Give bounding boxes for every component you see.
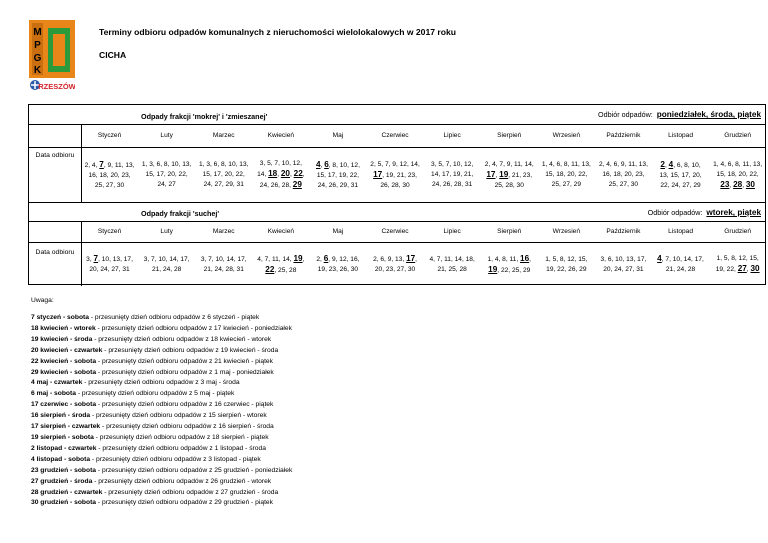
svg-text:M: M: [33, 27, 42, 38]
month-header: Marzec: [212, 228, 235, 235]
wet-row-label: Data odbioru: [35, 152, 75, 159]
month-header: Grudzień: [724, 228, 752, 235]
month-header: Grudzień: [724, 132, 752, 139]
wet-pickup-info: [598, 110, 761, 119]
dry-dates-cell: 4, 7, 11, 14, 19, 22, 25, 28: [257, 253, 305, 274]
svg-text:G: G: [33, 53, 42, 64]
notes-section: [31, 297, 292, 509]
month-header: Październik: [606, 228, 641, 235]
notes-title: Uwaga:: [31, 297, 54, 304]
dry-dates-cell: 3, 6, 10, 13, 17, 20, 24, 27, 31: [600, 255, 647, 273]
dry-dates-cell: 1, 4, 8, 11, 16, 19, 22, 25, 29: [487, 253, 531, 274]
wet-dates-cell: 2, 4, 6, 8, 10, 13, 15, 17, 20, 22, 24, 27, 29: [659, 159, 702, 189]
note-line: 17 sierpień - czwartek - przesunięty dzień odbioru odpadów z 16 sierpień - środa: [31, 423, 274, 431]
street-name: CICHA: [99, 50, 127, 60]
dry-dates-cell: 4, 7, 11, 14, 18, 21, 25, 28: [429, 255, 475, 273]
dry-section-title: Odpady frakcji 'suchej': [141, 209, 220, 218]
note-line: 16 sierpień - środa - przesunięty dzień odbioru odpadów z 15 sierpień - wtorek: [31, 412, 267, 420]
month-header: Styczeń: [97, 132, 122, 139]
month-header: Lipiec: [443, 132, 461, 139]
note-line: 28 grudzień - czwartek - przesunięty dzień odbioru odpadów z 27 grudzień - środa: [31, 488, 279, 496]
dry-dates-cell: 2, 6, 9, 13, 17, 20, 23, 27, 30: [373, 254, 418, 273]
month-header: Sierpień: [497, 228, 522, 235]
month-header: Listopad: [668, 132, 694, 139]
dry-pickup-days: wtorek, piątek: [706, 208, 761, 217]
month-header: Wrzesień: [552, 132, 581, 139]
dry-dates-cell: 1, 5, 8, 12, 15, 19, 22, 26, 29: [545, 255, 588, 273]
note-line: 17 czerwiec - sobota - przesunięty dzień odbioru odpadów z 16 czerwiec - piątek: [31, 401, 274, 409]
wet-dates-cell: 3, 5, 7, 10, 12, 14, 17, 19, 21, 24, 26, 28, 31: [431, 161, 474, 188]
month-header: Luty: [160, 228, 173, 235]
note-line: 22 kwiecień - sobota - przesunięty dzień odbioru odpadów z 21 kwiecień - piątek: [31, 357, 273, 365]
dry-dates-cell: 1, 5, 8, 12, 15, 19, 22, 27, 30: [715, 255, 760, 273]
month-header: Lipiec: [443, 228, 461, 235]
wet-dates-cell: 4, 6, 8, 10, 12, 15, 17, 19, 22, 24, 26, 29, 31: [315, 159, 360, 189]
wet-dates-cell: 1, 3, 6, 8, 10, 13, 15, 17, 20, 22, 24, 27: [141, 161, 192, 188]
month-header: Czerwiec: [381, 228, 409, 235]
month-header: Kwiecień: [267, 132, 295, 139]
dry-row-label: Data odbioru: [35, 249, 75, 256]
wet-dates-cell: 2, 5, 7, 9, 12, 14, 17, 19, 21, 23, 26, 28, 30: [370, 160, 420, 189]
note-line: 20 kwiecień - czwartek - przesunięty dzień odbioru odpadów z 19 kwiecień - środa: [31, 346, 279, 354]
month-header: Październik: [606, 132, 641, 139]
month-header: Styczeń: [97, 228, 122, 235]
note-line: 4 listopad - sobota - przesunięty dzień odbioru odpadów z 3 listopad - piątek: [31, 455, 261, 463]
note-line: 4 maj - czwartek - przesunięty dzień odbioru odpadów z 3 maj - środa: [31, 379, 240, 387]
dry-dates-cell: 4, 7, 10, 14, 17, 21, 24, 28: [657, 254, 704, 273]
month-header: Czerwiec: [381, 132, 409, 139]
note-line: 23 grudzień - sobota - przesunięty dzień odbioru odpadów z 25 grudzień - poniedziałek: [31, 466, 293, 474]
svg-text:K: K: [33, 65, 42, 76]
note-line: 2 listopad - czwartek - przesunięty dzień odbioru odpadów z 1 listopad - środa: [31, 444, 266, 452]
svg-text:RZESZÓW: RZESZÓW: [38, 82, 75, 91]
dry-dates-cell: 3, 7, 10, 14, 17, 21, 24, 28: [143, 255, 190, 273]
month-header: Marzec: [212, 132, 235, 139]
month-header: Wrzesień: [552, 228, 581, 235]
wet-section-title: Odpady frakcji 'mokrej' i 'zmieszanej': [141, 112, 268, 121]
divider: [29, 202, 765, 203]
month-header: Sierpień: [497, 132, 522, 139]
mpgk-logo: [29, 20, 75, 92]
wet-dates-cell: 1, 3, 6, 8, 10, 13, 15, 17, 20, 22, 24, 27, 29, 31: [198, 161, 249, 188]
dry-pickup-info: [648, 208, 761, 217]
note-line: 19 sierpień - sobota - przesunięty dzień odbioru odpadów z 18 sierpień - piątek: [31, 433, 269, 441]
wet-dates-cell: 2, 4, 6, 9, 11, 13, 16, 18, 20, 23, 25, 27, 30: [598, 161, 648, 188]
schedule-table: [28, 104, 766, 285]
note-line: 27 grudzień - środa - przesunięty dzień odbioru odpadów z 26 grudzień - wtorek: [31, 477, 272, 485]
note-line: 7 styczeń - sobota - przesunięty dzień odbioru odpadów z 6 styczeń - piątek: [31, 314, 260, 321]
note-line: 29 kwiecień - sobota - przesunięty dzień odbioru odpadów z 1 maj - poniedziałek: [31, 368, 274, 376]
dry-dates-cell: 3, 7, 10, 13, 17, 20, 24, 27, 31: [86, 254, 133, 273]
svg-text:P: P: [34, 40, 41, 51]
dry-dates-cell: 3, 7, 10, 14, 17, 21, 24, 28, 31: [200, 255, 247, 273]
wet-dates-cell: 2, 4, 7, 9, 11, 13, 16, 18, 20, 23, 25, 27, 30: [84, 159, 135, 189]
dry-dates-cell: 2, 6, 9, 12, 16, 19, 23, 26, 30: [316, 254, 360, 273]
month-header: Maj: [332, 132, 344, 139]
page-title: Terminy odbioru odpadów komunalnych z nieruchomości wielolokalowych w 2017 roku: [99, 27, 457, 37]
dry-pickup-label: Odbiór odpadów:: [647, 208, 703, 217]
month-header: Listopad: [668, 228, 694, 235]
notes-list: [31, 313, 292, 509]
wet-dates-cell: 1, 4, 6, 8, 11, 13, 15, 18, 20, 22, 23, 28, 30: [713, 160, 763, 189]
wet-pickup-label: Odbiór odpadów:: [598, 110, 653, 119]
month-header: Maj: [332, 228, 344, 235]
wet-pickup-days: poniedziałek, środa, piątek: [656, 110, 761, 119]
wet-dates-cell: 1, 4, 6, 8, 11, 13, 15, 18, 20, 22, 25, 27, 29: [541, 161, 591, 188]
note-line: 19 kwiecień - środa - przesunięty dzień odbioru odpadów z 18 kwiecień - wtorek: [31, 335, 272, 343]
month-header: Luty: [160, 132, 173, 139]
wet-dates-cell: 3, 5, 7, 10, 12, 14, 18, 20, 22, 24, 26, 28, 29: [257, 160, 305, 189]
note-line: 30 grudzień - sobota - przesunięty dzień odbioru odpadów z 29 grudzień - piątek: [31, 499, 273, 507]
note-line: 6 maj - sobota - przesunięty dzień odbioru odpadów z 5 maj - piątek: [31, 390, 235, 398]
note-line: 18 kwiecień - wtorek - przesunięty dzień odbioru odpadów z 17 kwiecień - poniedziałek: [31, 324, 292, 332]
month-header: Kwiecień: [267, 228, 295, 235]
wet-dates-cell: 2, 4, 7, 9, 11, 14, 17, 19, 21, 23, 25, 28, 30: [484, 160, 534, 189]
